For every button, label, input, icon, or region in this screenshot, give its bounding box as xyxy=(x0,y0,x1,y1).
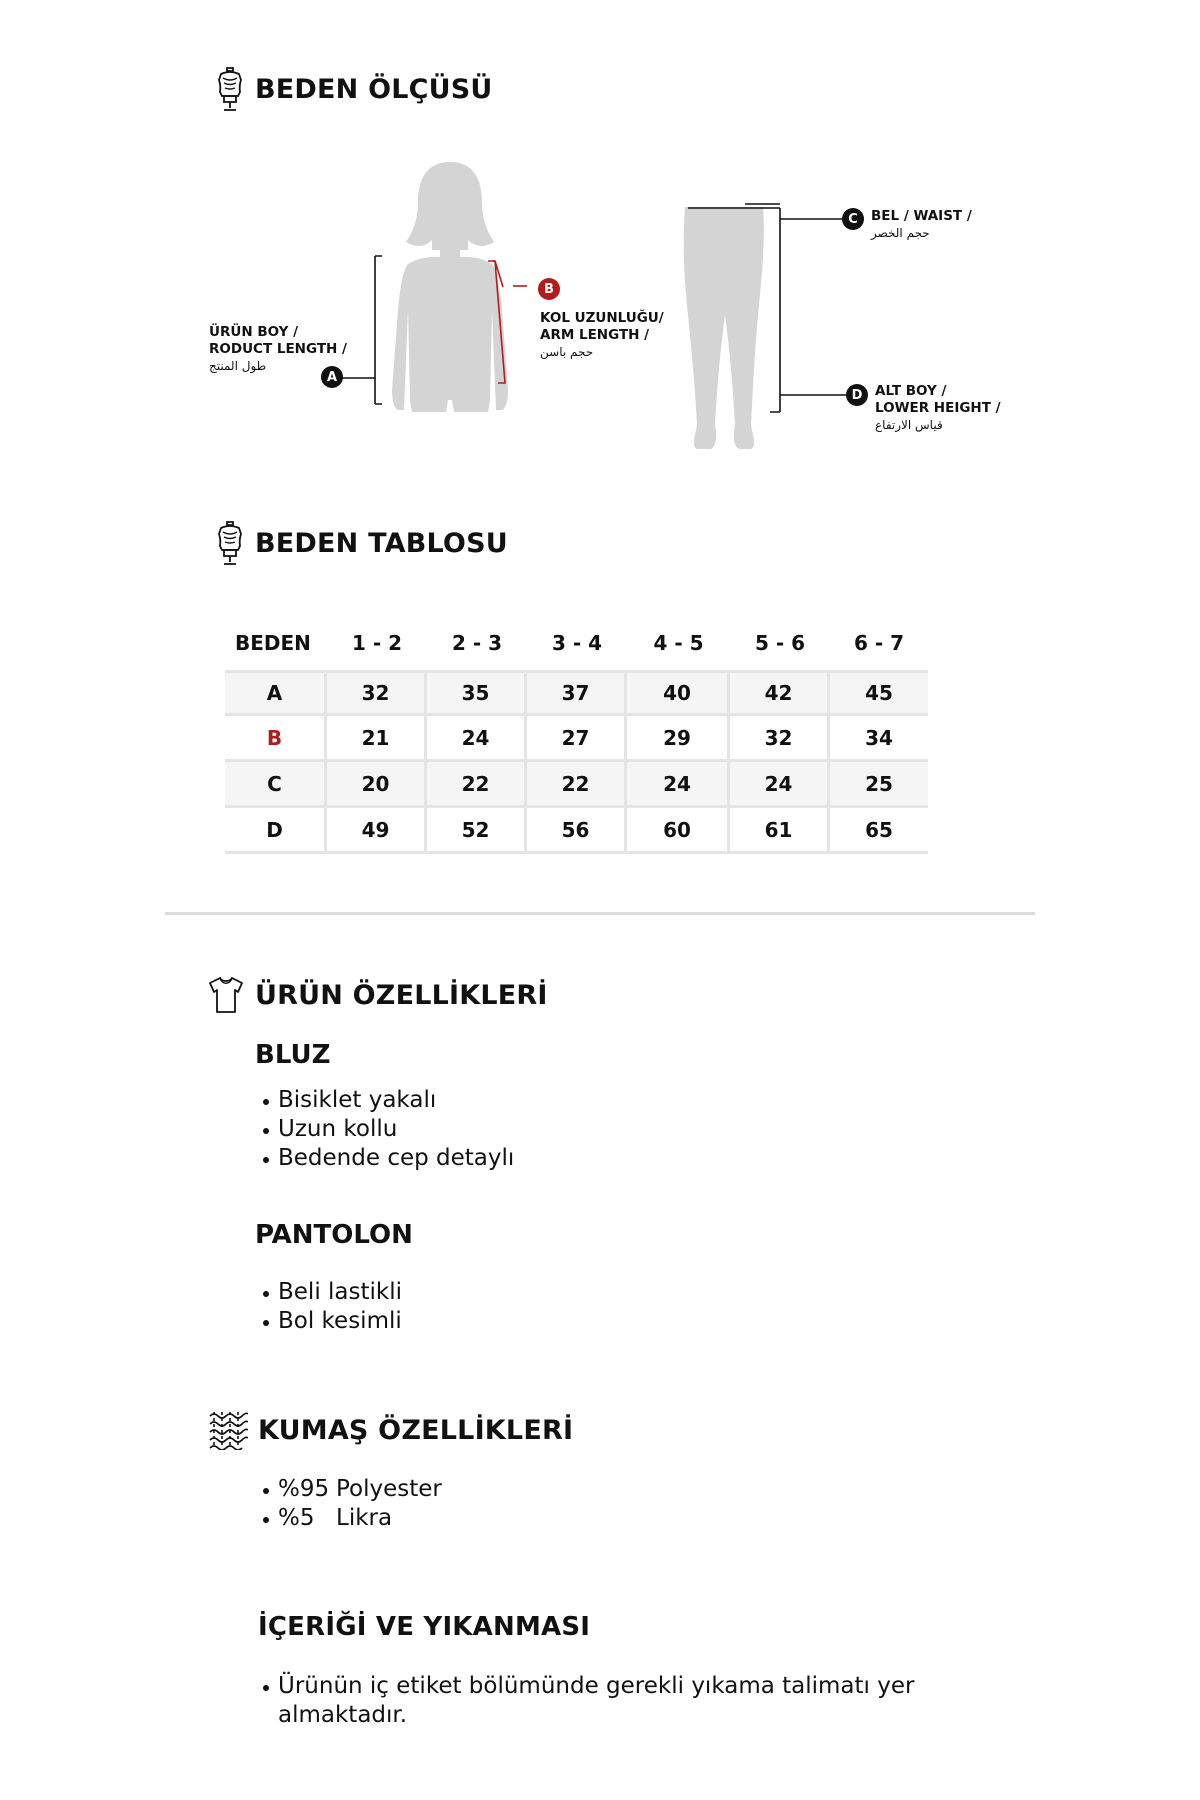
table-cell: 65 xyxy=(830,808,928,854)
blouse-features-list xyxy=(261,1086,514,1173)
product-section-title: ÜRÜN ÖZELLİKLERİ xyxy=(255,979,548,1011)
product-length-label xyxy=(209,324,347,375)
table-cell: 61 xyxy=(730,808,830,854)
marker-b: B xyxy=(538,278,560,300)
table-cell: 49 xyxy=(327,808,427,854)
waist-label-arabic: حجم الخصر xyxy=(871,226,930,240)
row-label: A xyxy=(225,670,327,716)
trousers-features-list xyxy=(261,1278,402,1336)
fabric-section-header xyxy=(208,1410,573,1450)
fiber-percent: %5 xyxy=(278,1505,315,1531)
arm-length-label xyxy=(540,310,664,361)
size-header-col: 6 - 7 xyxy=(853,630,905,655)
list-item: Bisiklet yakalı xyxy=(261,1086,514,1115)
marker-d: D xyxy=(846,384,868,406)
section-divider xyxy=(165,912,1035,915)
table-cell: 60 xyxy=(627,808,730,854)
table-row xyxy=(225,670,928,716)
table-section-header xyxy=(215,520,508,566)
measure-section-title: BEDEN ÖLÇÜSÜ xyxy=(255,73,493,105)
product-length-label-line2: RODUCT LENGTH / xyxy=(209,341,347,357)
tshirt-icon xyxy=(207,975,245,1015)
blouse-title: BLUZ xyxy=(255,1040,331,1070)
arm-length-bracket xyxy=(485,255,545,395)
size-header-col: 5 - 6 xyxy=(754,630,806,655)
list-item: Uzun kollu xyxy=(261,1115,514,1144)
table-cell: 45 xyxy=(830,670,928,716)
list-item xyxy=(261,1475,442,1504)
table-cell: 20 xyxy=(327,762,427,808)
arm-length-label-line2: ARM LENGTH / xyxy=(540,327,650,343)
table-cell: 24 xyxy=(627,762,730,808)
fabric-pattern-icon xyxy=(208,1410,248,1450)
waist-lower-bracket xyxy=(685,200,860,420)
size-header-col: 3 - 4 xyxy=(551,630,603,655)
table-row xyxy=(225,808,928,854)
care-list xyxy=(261,1672,961,1730)
fiber-percent: %95 xyxy=(278,1476,330,1502)
table-cell: 29 xyxy=(627,716,730,762)
product-length-label-line1: ÜRÜN BOY / xyxy=(209,324,299,340)
table-cell: 32 xyxy=(730,716,830,762)
table-cell: 27 xyxy=(527,716,627,762)
mannequin-icon xyxy=(215,66,245,112)
table-cell: 32 xyxy=(327,670,427,716)
lower-height-label xyxy=(875,383,1001,434)
marker-a: A xyxy=(321,366,343,388)
marker-c: C xyxy=(842,208,864,230)
lower-height-label-line2: LOWER HEIGHT / xyxy=(875,400,1001,416)
list-item: Beli lastikli xyxy=(261,1278,402,1307)
list-item: Ürünün iç etiket bölümünde gerekli yıkama talimatı yer almaktadır. xyxy=(261,1672,961,1730)
list-item xyxy=(261,1504,442,1533)
table-cell: 22 xyxy=(527,762,627,808)
table-row xyxy=(225,716,928,762)
table-cell: 24 xyxy=(427,716,527,762)
table-cell: 25 xyxy=(830,762,928,808)
trousers-title: PANTOLON xyxy=(255,1220,413,1250)
product-length-label-arabic: طول المنتج xyxy=(209,359,267,373)
arm-length-label-line1: KOL UZUNLUĞU/ xyxy=(540,310,664,326)
table-cell: 21 xyxy=(327,716,427,762)
list-item: Bol kesimli xyxy=(261,1307,402,1336)
size-table-header-row xyxy=(225,615,928,670)
size-header-col: 2 - 3 xyxy=(451,630,503,655)
waist-label-line1: BEL / WAIST / xyxy=(871,208,972,224)
product-section-header xyxy=(207,975,548,1015)
table-cell: 34 xyxy=(830,716,928,762)
fiber-name: Polyester xyxy=(336,1476,442,1502)
care-section-title: İÇERİĞİ VE YIKANMASI xyxy=(258,1612,591,1642)
measure-section-header xyxy=(215,66,493,112)
table-cell: 52 xyxy=(427,808,527,854)
table-cell: 24 xyxy=(730,762,830,808)
size-table xyxy=(225,615,928,854)
list-item: Bedende cep detaylı xyxy=(261,1144,514,1173)
size-header-col: 4 - 5 xyxy=(653,630,704,655)
row-label: C xyxy=(225,762,327,808)
row-label: B xyxy=(225,716,327,762)
table-cell: 42 xyxy=(730,670,830,716)
lower-height-label-arabic: قياس الارتفاع xyxy=(875,418,943,432)
row-label: D xyxy=(225,808,327,854)
size-header-col: 1 - 2 xyxy=(351,630,403,655)
waist-label xyxy=(871,208,972,242)
arm-length-label-arabic: حجم باسن xyxy=(540,345,594,359)
table-row xyxy=(225,762,928,808)
fiber-name: Likra xyxy=(336,1505,393,1531)
mannequin-icon xyxy=(215,520,245,566)
table-section-title: BEDEN TABLOSU xyxy=(255,527,508,559)
table-cell: 37 xyxy=(527,670,627,716)
fabric-section-title: KUMAŞ ÖZELLİKLERİ xyxy=(258,1414,574,1446)
table-cell: 22 xyxy=(427,762,527,808)
table-cell: 35 xyxy=(427,670,527,716)
lower-height-label-line1: ALT BOY / xyxy=(875,383,947,399)
fabric-list xyxy=(261,1475,442,1533)
table-cell: 56 xyxy=(527,808,627,854)
table-cell: 40 xyxy=(627,670,730,716)
size-header-beden: BEDEN xyxy=(235,630,311,655)
product-length-bracket xyxy=(340,250,400,410)
